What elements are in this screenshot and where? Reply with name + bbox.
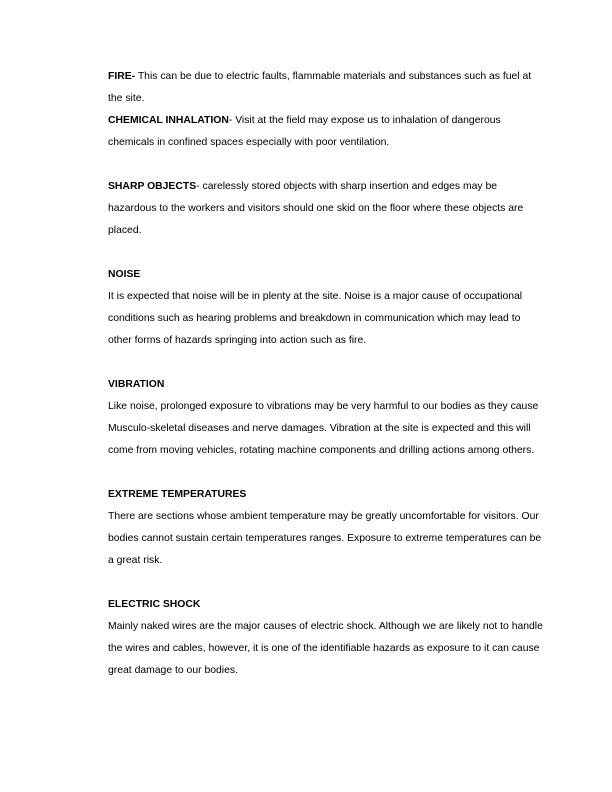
fire-text: This can be due to electric faults, flammable materials and substances such as fuel at the site. xyxy=(108,71,532,104)
vibration-heading: VIBRATION xyxy=(108,379,165,390)
electric-heading: ELECTRIC SHOCK xyxy=(108,599,201,610)
electric-text: Mainly naked wires are the major causes of electric shock. Although we are likely not to handle the wires and cables, however, it is one of the identifiable hazards as exposure to it can cause great damage to our bodies. xyxy=(108,621,543,676)
chemical-paragraph xyxy=(108,110,546,154)
chemical-heading: CHEMICAL INHALATION xyxy=(108,115,229,126)
temperature-heading: EXTREME TEMPERATURES xyxy=(108,489,247,500)
sharp-paragraph xyxy=(108,176,546,242)
noise-text: It is expected that noise will be in plenty at the site. Noise is a major cause of occupational conditions such as hearing problems and breakdown in communication which may lead to other forms of hazards springing into action such as fire. xyxy=(108,291,523,346)
spacer xyxy=(108,352,546,374)
fire-heading: FIRE- xyxy=(108,71,136,82)
vibration-text: Like noise, prolonged exposure to vibrations may be very harmful to our bodies as they cause Musculo-skeletal diseases and nerve damages. Vibration at the site is expected and this will come from moving vehicles, rotating machine components and drilling actions among others. xyxy=(108,401,539,456)
spacer xyxy=(108,572,546,594)
noise-heading: NOISE xyxy=(108,269,141,280)
spacer xyxy=(108,154,546,176)
sharp-heading: SHARP OBJECTS xyxy=(108,181,197,192)
spacer xyxy=(108,242,546,264)
sharp-text: - carelessly stored objects with sharp insertion and edges may be hazardous to the workers and visitors should one skid on the floor where these objects are placed. xyxy=(108,181,524,236)
spacer xyxy=(108,462,546,484)
chemical-text: - Visit at the field may expose us to inhalation of dangerous chemicals in confined spaces especially with poor ventilation. xyxy=(108,115,501,148)
document-body xyxy=(108,66,546,682)
fire-paragraph xyxy=(108,66,546,110)
temperature-text: There are sections whose ambient temperature may be greatly uncomfortable for visitors. Our bodies cannot sustain certain temperatures ranges. Exposure to extreme temperatures can be a great risk. xyxy=(108,511,542,566)
